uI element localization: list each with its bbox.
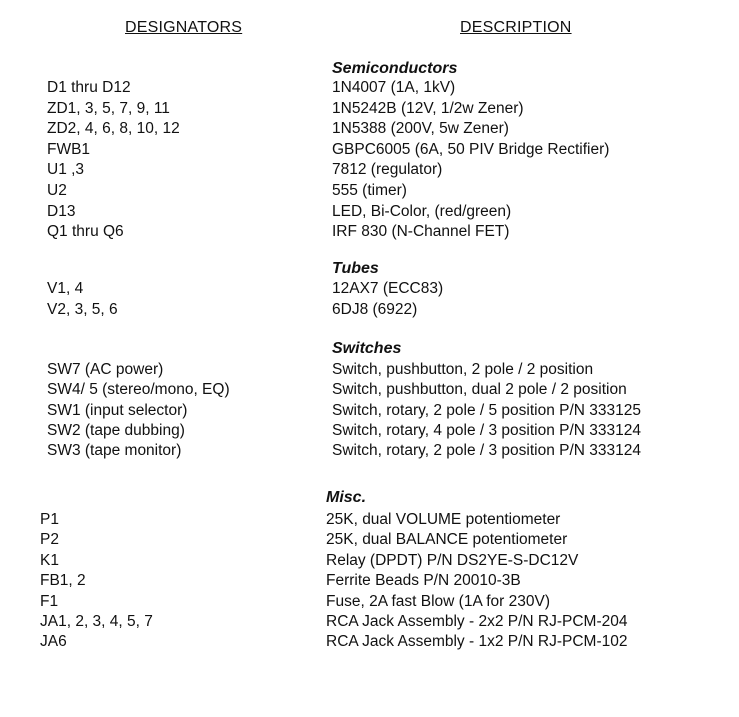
part-description: IRF 830 (N-Channel FET) (332, 223, 510, 241)
part-description: Relay (DPDT) P/N DS2YE-S-DC12V (326, 551, 579, 569)
part-row (0, 531, 739, 551)
part-description: Fuse, 2A fast Blow (1A for 230V) (326, 592, 551, 610)
part-row (0, 100, 739, 120)
part-description: Switch, pushbutton, dual 2 pole / 2 position (332, 381, 627, 399)
designator: SW1 (input selector) (47, 401, 188, 419)
part-description: 1N4007 (1A, 1kV) (332, 79, 456, 96)
part-description: Switch, rotary, 4 pole / 3 position P/N 333124 (332, 421, 642, 439)
part-description: Switch, rotary, 2 pole / 5 position P/N 333125 (332, 401, 642, 419)
designator: P2 (40, 531, 59, 549)
designator: U1 ,3 (47, 161, 85, 179)
part-description: RCA Jack Assembly - 1x2 P/N RJ-PCM-102 (326, 633, 628, 651)
designator: U2 (47, 182, 67, 199)
part-row (0, 301, 739, 321)
part-row (0, 141, 739, 161)
designator: SW3 (tape monitor) (47, 442, 182, 460)
designator: F1 (40, 592, 59, 610)
part-row (0, 593, 739, 613)
part-description: 555 (timer) (332, 182, 407, 199)
part-description: GBPC6005 (6A, 50 PIV Bridge Rectifier) (332, 140, 610, 158)
part-row (0, 442, 739, 462)
part-description: RCA Jack Assembly - 2x2 P/N RJ-PCM-204 (326, 613, 628, 630)
section-title: Switches (332, 340, 402, 357)
part-description: 25K, dual BALANCE potentiometer (326, 531, 568, 549)
part-row (0, 182, 739, 202)
designator: ZD2, 4, 6, 8, 10, 12 (47, 120, 180, 138)
part-description: Switch, pushbutton, 2 pole / 2 position (332, 361, 594, 378)
part-row (0, 79, 739, 99)
part-row (0, 402, 739, 422)
section-title: Semiconductors (332, 60, 458, 77)
designator: Q1 thru Q6 (47, 223, 124, 241)
part-description: 7812 (regulator) (332, 161, 443, 179)
designator: V1, 4 (47, 280, 84, 297)
part-description: 6DJ8 (6922) (332, 300, 418, 318)
designator: JA1, 2, 3, 4, 5, 7 (40, 613, 153, 630)
part-row (0, 613, 739, 633)
designator: FB1, 2 (40, 572, 86, 590)
designator: ZD1, 3, 5, 7, 9, 11 (47, 99, 170, 117)
designator: FWB1 (47, 140, 91, 158)
designator: K1 (40, 551, 59, 569)
part-row (0, 572, 739, 592)
designator: P1 (40, 511, 59, 528)
section-title: Misc. (326, 489, 367, 506)
part-row (0, 552, 739, 572)
part-description: 1N5388 (200V, 5w Zener) (332, 120, 509, 138)
part-description: Switch, rotary, 2 pole / 3 position P/N 333124 (332, 442, 642, 460)
part-row (0, 223, 739, 243)
description-header: DESCRIPTION (460, 19, 572, 36)
part-description: Ferrite Beads P/N 20010-3B (326, 572, 521, 590)
designator: SW4/ 5 (stereo/mono, EQ) (47, 381, 230, 399)
designator: JA6 (40, 633, 67, 651)
part-description: 1N5242B (12V, 1/2w Zener) (332, 99, 524, 117)
part-row (0, 161, 739, 181)
part-row (0, 361, 739, 381)
part-row (0, 633, 739, 653)
designator: SW7 (AC power) (47, 361, 164, 378)
section-title: Tubes (332, 260, 379, 277)
part-row (0, 203, 739, 223)
part-row (0, 280, 739, 300)
designator: SW2 (tape dubbing) (47, 421, 185, 439)
designator: D1 thru D12 (47, 79, 131, 96)
part-row (0, 381, 739, 401)
part-row (0, 511, 739, 531)
part-row (0, 120, 739, 140)
designator: D13 (47, 202, 76, 220)
designator: V2, 3, 5, 6 (47, 300, 118, 318)
part-description: LED, Bi-Color, (red/green) (332, 202, 512, 220)
part-description: 25K, dual VOLUME potentiometer (326, 511, 561, 528)
designators-header: DESIGNATORS (125, 19, 243, 36)
part-row (0, 422, 739, 442)
part-description: 12AX7 (ECC83) (332, 280, 444, 297)
